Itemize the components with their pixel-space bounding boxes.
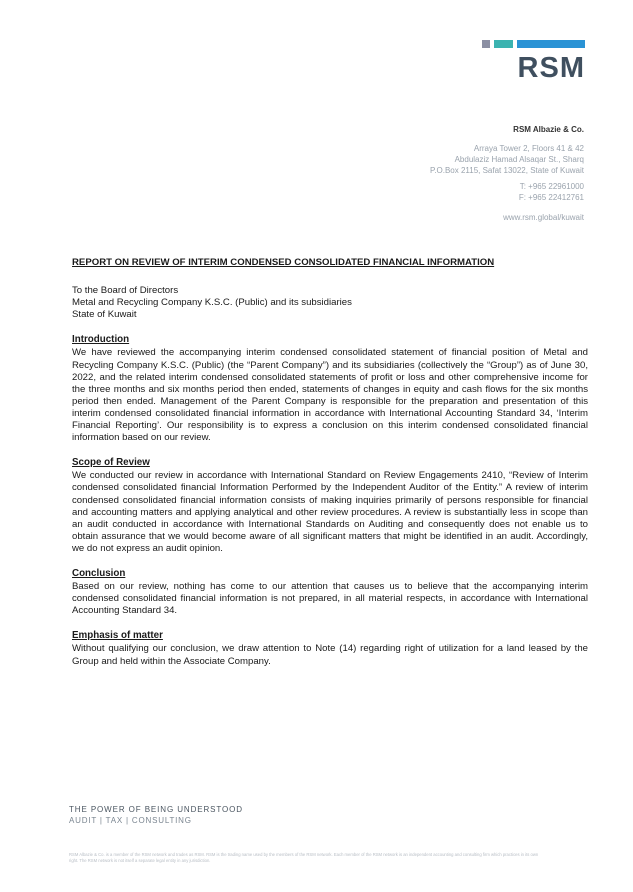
firm-website: www.rsm.global/kuwait [503,213,584,222]
section-heading: Emphasis of matter [72,630,163,642]
section-conclusion [72,568,588,617]
tagline-text: THE POWER OF BEING UNDERSTOOD [69,805,243,814]
firm-address-line: Arraya Tower 2, Floors 41 & 42 [473,144,584,153]
section-introduction [72,334,588,444]
firm-phone: T: +965 22961000 [519,182,584,191]
footer-disclaimer: RSM Albazie & Co. is a member of the RSM network and trades as RSM. RSM is the trading name used by the members of the RSM network. Each member of the RSM network is an independent accounting and consulting firm which practices in its own right. The RSM network is not itself a separate legal entity in any jurisdiction. [69,852,539,863]
section-scope-of-review [72,457,588,555]
logo-bar-teal [494,40,513,48]
logo-wordmark: RSM [517,52,585,84]
firm-address-block [430,125,584,223]
footer-tagline [69,804,243,826]
section-heading: Introduction [72,334,130,346]
section-emphasis-of-matter [72,630,588,667]
rsm-logo [482,40,585,86]
section-text: Without qualifying our conclusion, we draw attention to Note (14) regarding right of utilization for a land leased by the Group and held within the Associate Company. [72,643,588,667]
addressee-line: Metal and Recycling Company K.S.C. (Public) and its subsidiaries [72,297,352,309]
firm-name: RSM Albazie & Co. [513,125,584,134]
section-text: We have reviewed the accompanying interim condensed consolidated statement of financial position of Metal and Recycling Company K.S.C. (Public) (the “Parent Company”) and its subsidiaries (collectively the “Group”) as of June 30, 2022, and the related interim condensed consolidated statements of profit or loss and other comprehensive income for the three months and six months period then ended, statements of changes in equity and cash flows for the six months period then ended. Management of the Parent Company is responsible for the preparation and presentation of this interim condensed consolidated financial information in accordance with International Accounting Standard 34, ‘Interim Financial Reporting’. Our responsibility is to express a conclusion on this interim condensed consolidated financial information based on our review. [72,347,588,444]
services-text: AUDIT | TAX | CONSULTING [69,816,192,825]
addressee-block [72,285,588,321]
section-heading: Scope of Review [72,457,150,469]
logo-bar-blue [517,40,585,48]
firm-fax: F: +965 22412761 [518,193,584,202]
report-title: REPORT ON REVIEW OF INTERIM CONDENSED CONSOLIDATED FINANCIAL INFORMATION [72,257,495,268]
section-text: We conducted our review in accordance with International Standard on Review Engagements 2410, “Review of Interim condensed consolidated financial Information Performed by the Independent Auditor of the Entity.” A review of interim condensed consolidated financial information consists of making inquiries primarily of persons responsible for financial and accounting matters and applying analytical and other review procedures. A review is substantially less in scope than an audit conducted in accordance with International Standards on Auditing and consequently does not enable us to obtain assurance that we would become aware of all significant matters that might be identified in an audit. Accordingly, we do not express an audit opinion. [72,470,588,554]
section-heading: Conclusion [72,567,126,579]
addressee-line: To the Board of Directors [72,285,179,297]
firm-address-line: Abdulaziz Hamad Alsaqar St., Sharq [454,155,584,164]
report-body [72,257,588,681]
firm-address-line: P.O.Box 2115, Safat 13022, State of Kuwait [429,166,584,175]
addressee-line: State of Kuwait [72,309,137,321]
section-text: Based on our review, nothing has come to our attention that causes us to believe that the accompanying interim condensed consolidated financial information is not prepared, in all material respects, in accordance with International Accounting Standard 34. [72,581,588,617]
logo-bar-grey [482,40,490,48]
